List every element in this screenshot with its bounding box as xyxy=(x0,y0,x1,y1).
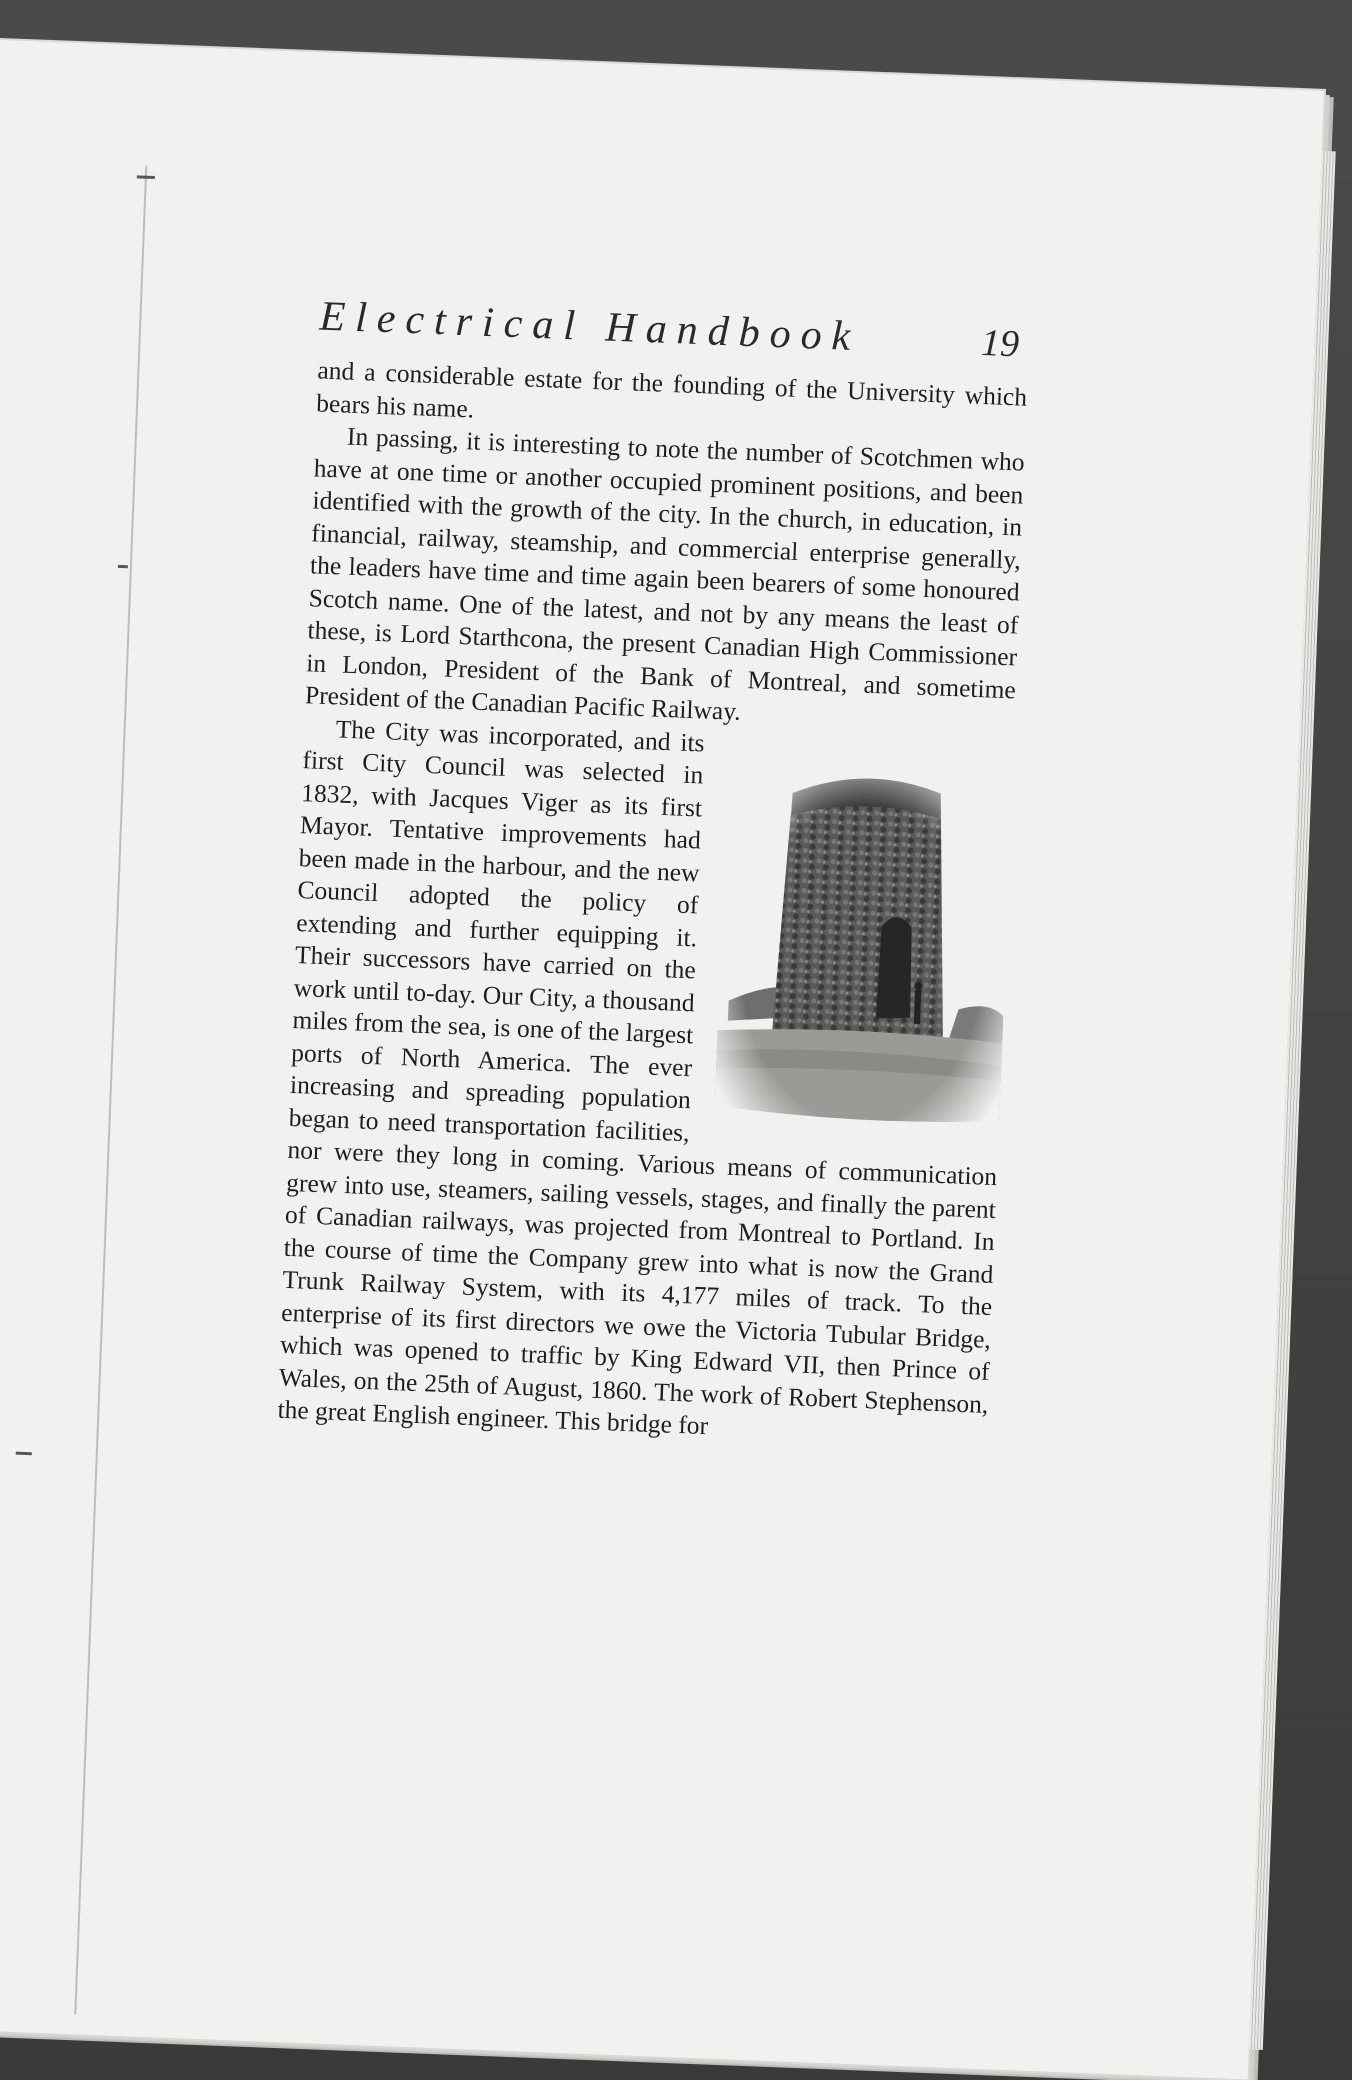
gutter-line xyxy=(74,166,147,2015)
page-header xyxy=(319,292,1030,367)
running-title: Electrical Handbook xyxy=(318,293,862,361)
gutter-mark xyxy=(118,565,128,568)
gutter-mark xyxy=(16,1452,32,1456)
paragraph-1: and a considerable estate for the founding of the University which bears his name. xyxy=(315,355,1028,423)
stone-tower-photo-icon xyxy=(714,750,1013,1141)
paragraph-2: In passing, it is interesting to note the number of Scotchmen who have at one time or another occupied prominent positions, and been identified with the growth of the city. In the church, in education, in financial, railway, steamship, and commercial enterprise generally, the leaders have time and time again been bearers of some honoured Scotch name. One of the latest, and not by any means the least of these, is Lord Starthcona, the present Canadian High Commissioner in London, President of the Bank of Montreal, and sometime President of the Canadian Pacific Railway. xyxy=(304,421,1026,726)
page-number: 19 xyxy=(980,321,1020,366)
page-content xyxy=(277,292,1030,1453)
tower-photograph xyxy=(714,750,1013,1141)
book-page xyxy=(0,40,1324,2079)
gutter-mark xyxy=(137,175,155,179)
paragraph-3: The City was incorporated, and its first City Council was selected in 1832, with Jacques Viger as its first Mayor. Tentative improvements had been made in the harbour, and the new Council adopted the policy of extending and further equipping it. Their successors have carried on the work until to-day. Our City, a thousand miles from the sea, is one of the largest ports of North America. The ever increasing and spreading population began to need transportation facilities, nor were they long in coming. Various means of communication grew into use, steamers, sailing vessels, stages, and finally the parent of Canadian railways, was projected from Montreal to Portland. In the course of time the Company grew into what is now the Grand Trunk Railway System, with its 4,177 miles of track. To the enterprise of its first directors we owe the Victoria Tubular Bridge, which was opened to traffic by King Edward VII, then Prince of Wales, on the 25th of August, 1860. The work of Robert Stephenson, the great English engineer. This bridge for xyxy=(277,713,998,1441)
